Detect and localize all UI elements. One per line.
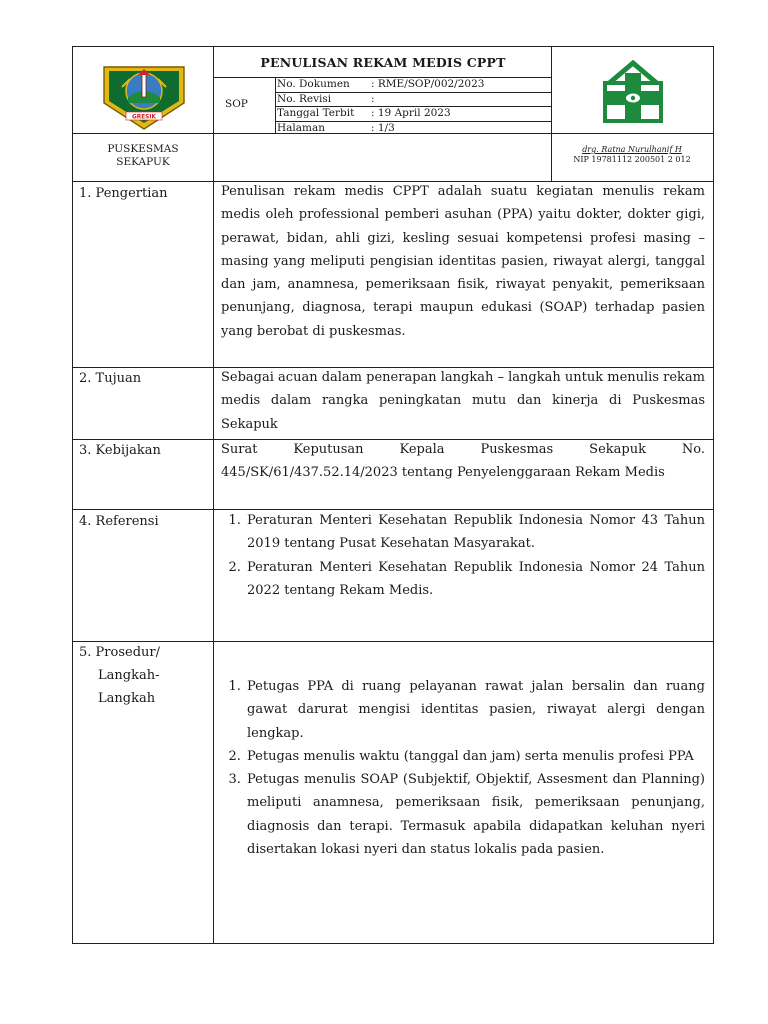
label-line: Langkah- [98, 668, 160, 683]
meta-row [275, 122, 551, 136]
sop-document [72, 46, 714, 944]
meta-label: Halaman [277, 121, 326, 134]
signer-nip: NIP 19781112 200501 2 012 [573, 155, 691, 164]
section-label-tujuan: 2. Tujuan [79, 371, 142, 386]
section-text-pengertian [221, 180, 705, 343]
list-item: 2. Petugas menulis waktu (tanggal dan jam) serta menulis profesi PPA [245, 745, 705, 768]
org-name-line: SEKAPUK [116, 156, 170, 168]
paragraph: Sebagai acuan dalam penerapan langkah – langkah untuk menulis rekam medis dalam rangka peningkatan mutu dan kinerja di Puskesmas Sekapuk [221, 370, 705, 432]
section-list-prosedur [219, 675, 705, 861]
section-text-kebijakan [221, 438, 705, 485]
section-label-referensi: 4. Referensi [79, 514, 159, 529]
meta-row [275, 78, 551, 93]
label-line: Langkah [98, 691, 156, 706]
paragraph: Penulisan rekam medis CPPT adalah suatu kegiatan menulis rekam medis oleh professional pemberi asuhan (PPA) yaitu dokter, dokter gigi, perawat, bidan, ahli gizi, kesling sesuai kompetensi profesi masing – masing yang meliputi pengisian identitas pasien, riwayat alergi, tanggal dan jam, anamnesa, pemeriksaan fisik, riwayat penyakit, pemeriksaan penunjang, diagnosa, terapi maupun edukasi (SOAP) terhadap pasien yang berobat di puskesmas. [221, 184, 705, 339]
meta-value: : 1/3 [371, 121, 395, 134]
puskesmas-logo [597, 59, 669, 125]
section-label-prosedur [79, 641, 160, 710]
rule [73, 641, 713, 642]
section-list-referensi [219, 509, 705, 602]
meta-row [275, 93, 551, 108]
meta-label: No. Dokumen [277, 78, 350, 90]
regency-seal-logo [100, 57, 188, 131]
document-title: PENULISAN REKAM MEDIS CPPT [260, 55, 506, 70]
paragraph: Surat Keputusan Kepala Puskesmas Sekapuk No. 445/SK/61/437.52.14/2023 tentang Penyelenggaraan Rekam Medis [221, 442, 705, 481]
procedure-list [219, 675, 705, 861]
meta-label: Tanggal Terbit [277, 107, 355, 119]
meta-value: : RME/SOP/002/2023 [371, 78, 485, 90]
meta-value: : [371, 92, 375, 105]
meta-row [275, 107, 551, 122]
rule [213, 47, 214, 943]
signer-name: drg. Ratna Nurulhanif H [582, 145, 682, 154]
list-item: 1. Peraturan Menteri Kesehatan Republik Indonesia Nomor 43 Tahun 2019 tentang Pusat Kesehatan Masyarakat. [245, 509, 705, 556]
list-item: 1. Petugas PPA di ruang pelayanan rawat jalan bersalin dan ruang gawat darurat mengisi identitas pasien, riwayat alergi dengan lengkap. [245, 675, 705, 745]
reference-list [219, 509, 705, 602]
document-meta [275, 78, 551, 135]
label-line: 5. Prosedur/ [79, 645, 160, 660]
signer-block [551, 145, 713, 165]
meta-label: No. Revisi [277, 92, 332, 105]
section-text-tujuan [221, 366, 705, 436]
org-name-line: PUSKESMAS [107, 143, 179, 155]
org-name [73, 143, 213, 169]
section-label-pengertian: 1. Pengertian [79, 186, 168, 201]
meta-value: : 19 April 2023 [371, 107, 451, 119]
list-item: 3. Petugas menulis SOAP (Subjektif, Objektif, Assesment dan Planning) meliputi anamnesa, pemeriksaan fisik, pemeriksaan penunjang, diagnosis dan terapi. Termasuk apabila didapatkan keluhan nyeri disertakan lokasi nyeri dan status lokalis pada pasien. [245, 768, 705, 861]
section-label-kebijakan: 3. Kebijakan [79, 443, 161, 458]
sop-label: SOP [225, 98, 248, 110]
svg-text:GRESIK: GRESIK [131, 114, 157, 121]
list-item: 2. Peraturan Menteri Kesehatan Republik Indonesia Nomor 24 Tahun 2022 tentang Rekam Medis. [245, 556, 705, 603]
